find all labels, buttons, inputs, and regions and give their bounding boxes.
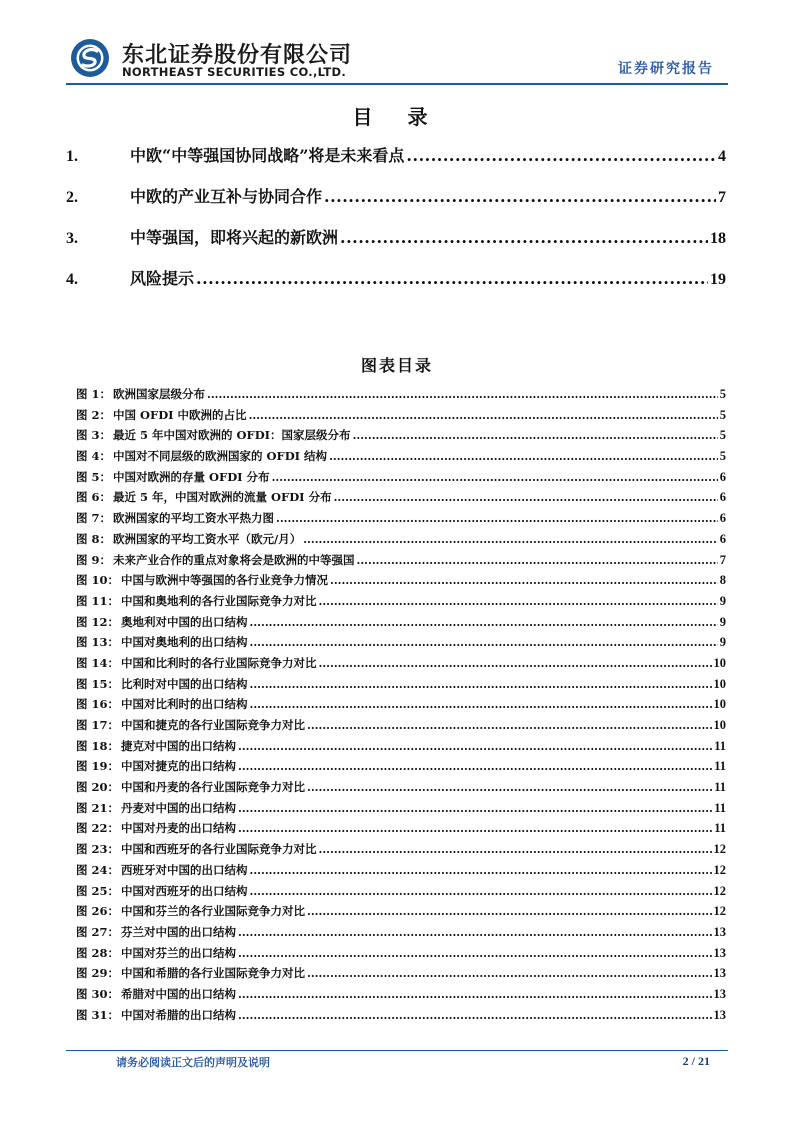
figure-list-entry[interactable] <box>76 676 726 697</box>
figure-entry-number: 图 6： <box>76 490 112 505</box>
figure-entry-page[interactable]: 6 <box>719 469 726 484</box>
figure-entry-page[interactable]: 5 <box>719 428 726 443</box>
figure-entry-title[interactable]: 中国和丹麦的各行业国际竞争力对比 <box>121 780 306 795</box>
figure-entry-title[interactable]: 中国对西班牙的出口结构 <box>121 883 248 898</box>
figure-list-entry[interactable] <box>76 593 726 614</box>
figure-entry-page[interactable]: 12 <box>713 904 726 919</box>
figure-list-entry[interactable] <box>76 758 726 779</box>
figure-entry-title[interactable]: 中国 OFDI 中欧洲的占比 <box>113 407 247 422</box>
figure-entry-number: 图 30： <box>76 986 120 1001</box>
figure-list-entry[interactable] <box>76 448 726 469</box>
figure-entry-page[interactable]: 5 <box>719 387 726 401</box>
dot-leader <box>250 636 718 649</box>
figure-entry-number: 图 21： <box>76 800 120 815</box>
figure-entry-title[interactable]: 中国对奥地利的出口结构 <box>121 635 248 650</box>
dot-leader <box>334 491 718 504</box>
figure-entry-title[interactable]: 中国和希腊的各行业国际竞争力对比 <box>121 966 306 981</box>
figure-list-entry[interactable] <box>76 655 726 676</box>
dot-leader <box>353 429 718 442</box>
figure-list-entry[interactable] <box>76 386 726 407</box>
figure-entry-page[interactable]: 5 <box>719 407 726 422</box>
figure-list-entry[interactable] <box>76 407 726 428</box>
figure-list-entry[interactable] <box>76 469 726 490</box>
figure-entry-title[interactable]: 中国和比利时的各行业国际竞争力对比 <box>121 655 317 670</box>
figure-entry-page[interactable]: 12 <box>713 883 726 898</box>
figure-list-entry[interactable] <box>76 965 726 986</box>
figure-entry-title[interactable]: 芬兰对中国的出口结构 <box>121 924 237 939</box>
figure-entry-page[interactable]: 11 <box>714 780 726 795</box>
toc-entry-title[interactable]: 中等强国，即将兴起的新欧洲 <box>130 228 339 247</box>
figure-entry-page[interactable]: 12 <box>713 862 726 877</box>
toc-entry[interactable] <box>66 266 726 307</box>
figure-list-entry[interactable] <box>76 903 726 924</box>
dot-leader <box>307 719 711 732</box>
figure-entry-number: 图 18： <box>76 738 120 753</box>
figure-entry-title[interactable]: 欧洲国家的平均工资水平（欧元/月） <box>113 531 302 546</box>
toc-entry-page[interactable]: 19 <box>710 271 726 288</box>
figure-entry-title[interactable]: 中国和芬兰的各行业国际竞争力对比 <box>121 904 306 919</box>
figure-entry-title[interactable]: 欧洲国家层级分布 <box>113 387 206 401</box>
figure-entry-number: 图 27： <box>76 924 120 939</box>
company-name-en: NORTHEAST SECURITIES CO.,LTD. <box>122 65 346 79</box>
dot-leader <box>340 228 708 247</box>
toc-title: 目 录 <box>352 105 442 129</box>
figure-list-entry[interactable] <box>76 820 726 841</box>
northeast-securities-logo-icon <box>70 38 110 78</box>
dot-leader <box>250 678 712 691</box>
figure-entry-page[interactable]: 6 <box>719 511 726 526</box>
dot-leader <box>319 657 712 670</box>
report-type-label: 证券研究报告 <box>618 61 714 77</box>
figure-entry-number: 图 10： <box>76 573 120 588</box>
figure-entry-page[interactable]: 9 <box>719 614 726 629</box>
figure-entry-page[interactable]: 10 <box>713 655 726 670</box>
toc-entry-page[interactable]: 7 <box>718 189 726 206</box>
figure-list-entry[interactable] <box>76 800 726 821</box>
figure-list-entry[interactable] <box>76 924 726 945</box>
dot-leader <box>357 554 718 567</box>
page-number: 2 / 21 <box>682 1054 710 1068</box>
figure-entry-number: 图 25： <box>76 883 120 898</box>
figure-entry-page[interactable]: 8 <box>719 573 726 588</box>
figure-entry-page[interactable]: 6 <box>719 490 726 505</box>
disclaimer-note: 请务必阅读正文后的声明及说明 <box>116 1056 270 1069</box>
figure-entry-number: 图 29： <box>76 966 120 981</box>
dot-leader <box>319 843 712 856</box>
figure-entry-title[interactable]: 中国和西班牙的各行业国际竞争力对比 <box>121 842 317 857</box>
toc-entry-number: 2. <box>66 189 78 206</box>
figure-entry-page[interactable]: 10 <box>713 676 726 691</box>
figure-entry-page[interactable]: 10 <box>713 718 726 732</box>
dot-leader <box>207 388 718 401</box>
figure-entry-number: 图 16： <box>76 697 120 712</box>
toc-entry[interactable] <box>66 225 726 266</box>
figure-list-entry[interactable] <box>76 738 726 759</box>
toc-entry-page[interactable]: 4 <box>718 148 726 165</box>
figure-list-entry[interactable] <box>76 1007 726 1028</box>
dot-leader <box>250 698 712 711</box>
figure-entry-number: 图 31： <box>76 1007 120 1022</box>
figure-entry-title[interactable]: 西班牙对中国的出口结构 <box>121 862 248 877</box>
figure-entry-number: 图 1： <box>76 387 112 401</box>
figure-entry-number: 图 15： <box>76 676 120 691</box>
figure-entry-page[interactable]: 13 <box>713 986 726 1001</box>
figure-entry-number: 图 17： <box>76 718 120 732</box>
figure-entry-number: 图 8： <box>76 531 112 546</box>
dot-leader <box>238 760 712 773</box>
company-name-cn: 东北证券股份有限公司 <box>122 43 353 68</box>
dot-leader <box>250 616 718 629</box>
figure-entry-number: 图 2： <box>76 407 112 422</box>
figure-entry-number: 图 14： <box>76 655 120 670</box>
dot-leader <box>238 947 711 960</box>
figure-entry-number: 图 23： <box>76 842 120 857</box>
figure-list-entry[interactable] <box>76 696 726 717</box>
figure-entry-number: 图 3： <box>76 428 112 443</box>
figure-list-entry[interactable] <box>76 572 726 593</box>
figure-entry-number: 图 4： <box>76 449 112 464</box>
figure-list-entry[interactable] <box>76 427 726 448</box>
figure-entry-page[interactable]: 11 <box>714 800 726 815</box>
dot-leader <box>238 988 711 1001</box>
figure-entry-number: 图 13： <box>76 635 120 650</box>
figure-entry-page[interactable]: 13 <box>713 924 726 939</box>
dot-leader <box>238 926 711 939</box>
figure-entry-page[interactable]: 9 <box>719 593 726 608</box>
figure-list-entry[interactable] <box>76 531 726 552</box>
figure-list-title: 图表目录 <box>360 356 433 375</box>
figure-entry-number: 图 7： <box>76 511 112 526</box>
figure-list-entry[interactable] <box>76 634 726 655</box>
figure-list-entry[interactable] <box>76 945 726 966</box>
figure-entry-title[interactable]: 中国对芬兰的出口结构 <box>121 945 237 960</box>
figure-entry-title[interactable]: 希腊对中国的出口结构 <box>121 986 237 1001</box>
figure-entry-title[interactable]: 中国对捷克的出口结构 <box>121 759 237 774</box>
dot-leader <box>238 1009 711 1022</box>
figure-entry-page[interactable]: 5 <box>719 449 726 464</box>
figure-entry-number: 图 5： <box>76 469 112 484</box>
dot-leader <box>303 533 718 546</box>
figure-entry-title[interactable]: 中国对希腊的出口结构 <box>121 1007 237 1022</box>
toc-entry-number: 3. <box>66 230 78 247</box>
figure-list-entry[interactable] <box>76 883 726 904</box>
figure-entry-number: 图 19： <box>76 759 120 774</box>
figure-entry-page[interactable]: 6 <box>719 531 726 546</box>
dot-leader <box>250 864 712 877</box>
dot-leader <box>307 781 712 794</box>
figure-entry-title[interactable]: 中国与欧洲中等强国的各行业竞争力情况 <box>121 573 329 588</box>
figure-entry-title[interactable]: 中国对欧洲的存量 OFDI 分布 <box>113 469 270 484</box>
figure-entry-title[interactable]: 未来产业合作的重点对象将会是欧洲的中等强国 <box>113 552 355 567</box>
figure-entry-page[interactable]: 7 <box>719 552 726 567</box>
figure-entry-page[interactable]: 11 <box>714 738 726 753</box>
figure-entry-number: 图 24： <box>76 862 120 877</box>
figure-entry-title[interactable]: 中国和捷克的各行业国际竞争力对比 <box>121 718 306 732</box>
dot-leader <box>406 146 716 165</box>
figure-list-entry[interactable] <box>76 841 726 862</box>
figure-entry-number: 图 11： <box>76 593 120 608</box>
toc-entry-page[interactable]: 18 <box>710 230 726 247</box>
toc-entry-title[interactable]: 风险提示 <box>130 269 195 288</box>
dot-leader <box>238 740 712 753</box>
dot-leader <box>307 967 711 980</box>
figure-entry-title[interactable]: 欧洲国家的平均工资水平热力图 <box>113 511 275 526</box>
dot-leader <box>196 269 708 288</box>
figure-entry-page[interactable]: 11 <box>714 821 726 836</box>
dot-leader <box>307 905 711 918</box>
figure-entry-number: 图 9： <box>76 552 112 567</box>
figure-entry-page[interactable]: 13 <box>713 1007 726 1022</box>
dot-leader <box>238 802 712 815</box>
figure-entry-title[interactable]: 中国对比利时的出口结构 <box>121 697 248 712</box>
figure-list-entry[interactable] <box>76 986 726 1007</box>
figure-entry-title[interactable]: 捷克对中国的出口结构 <box>121 738 237 753</box>
dot-leader <box>324 187 716 206</box>
dot-leader <box>249 409 718 422</box>
figure-list-entry[interactable] <box>76 614 726 635</box>
figure-entry-page[interactable]: 10 <box>713 697 726 712</box>
figure-list-entry[interactable] <box>76 717 726 738</box>
toc-entry[interactable] <box>66 184 726 225</box>
figure-entry-page[interactable]: 9 <box>719 635 726 650</box>
table-of-contents <box>66 143 726 307</box>
figure-entry-title[interactable]: 比利时对中国的出口结构 <box>121 676 248 691</box>
toc-entry[interactable] <box>66 143 726 184</box>
figure-entry-number: 图 20： <box>76 780 120 795</box>
page-header <box>66 34 728 84</box>
figure-list-entry[interactable] <box>76 779 726 800</box>
toc-entry-title[interactable]: 中欧“中等强国协同战略”将是未来看点 <box>130 146 405 165</box>
figure-list-entry[interactable] <box>76 510 726 531</box>
figure-entry-title[interactable]: 最近 5 年中国对欧洲的 OFDI：国家层级分布 <box>113 428 351 443</box>
dot-leader <box>250 885 712 898</box>
toc-entry-number: 1. <box>66 148 78 165</box>
figure-entry-page[interactable]: 11 <box>714 759 726 774</box>
figure-list-entry[interactable] <box>76 489 726 510</box>
figure-entry-page[interactable]: 13 <box>713 966 726 981</box>
figure-entry-number: 图 28： <box>76 945 120 960</box>
header-divider <box>66 83 728 85</box>
figure-entry-number: 图 12： <box>76 614 120 629</box>
dot-leader <box>238 822 712 835</box>
dot-leader <box>272 471 718 484</box>
dot-leader <box>330 574 718 587</box>
dot-leader <box>319 595 718 608</box>
figure-entry-number: 图 22： <box>76 821 120 836</box>
toc-entry-number: 4. <box>66 271 78 288</box>
toc-entry-title[interactable]: 中欧的产业互补与协同合作 <box>130 187 323 206</box>
figure-entry-title[interactable]: 中国和奥地利的各行业国际竞争力对比 <box>121 593 317 608</box>
figure-entry-page[interactable]: 12 <box>713 842 726 857</box>
figure-entry-title[interactable]: 中国对不同层级的欧洲国家的 OFDI 结构 <box>113 449 328 464</box>
figure-entry-page[interactable]: 13 <box>713 945 726 960</box>
figure-entry-title[interactable]: 中国对丹麦的出口结构 <box>121 821 237 836</box>
figure-list-entry[interactable] <box>76 552 726 573</box>
figure-list <box>76 386 726 1027</box>
figure-entry-title[interactable]: 奥地利对中国的出口结构 <box>121 614 248 629</box>
figure-entry-title[interactable]: 最近 5 年，中国对欧洲的流量 OFDI 分布 <box>113 490 332 505</box>
footer-divider <box>66 1050 728 1051</box>
figure-list-entry[interactable] <box>76 862 726 883</box>
figure-entry-number: 图 26： <box>76 904 120 919</box>
figure-entry-title[interactable]: 丹麦对中国的出口结构 <box>121 800 237 815</box>
dot-leader <box>329 450 718 463</box>
dot-leader <box>276 512 718 525</box>
